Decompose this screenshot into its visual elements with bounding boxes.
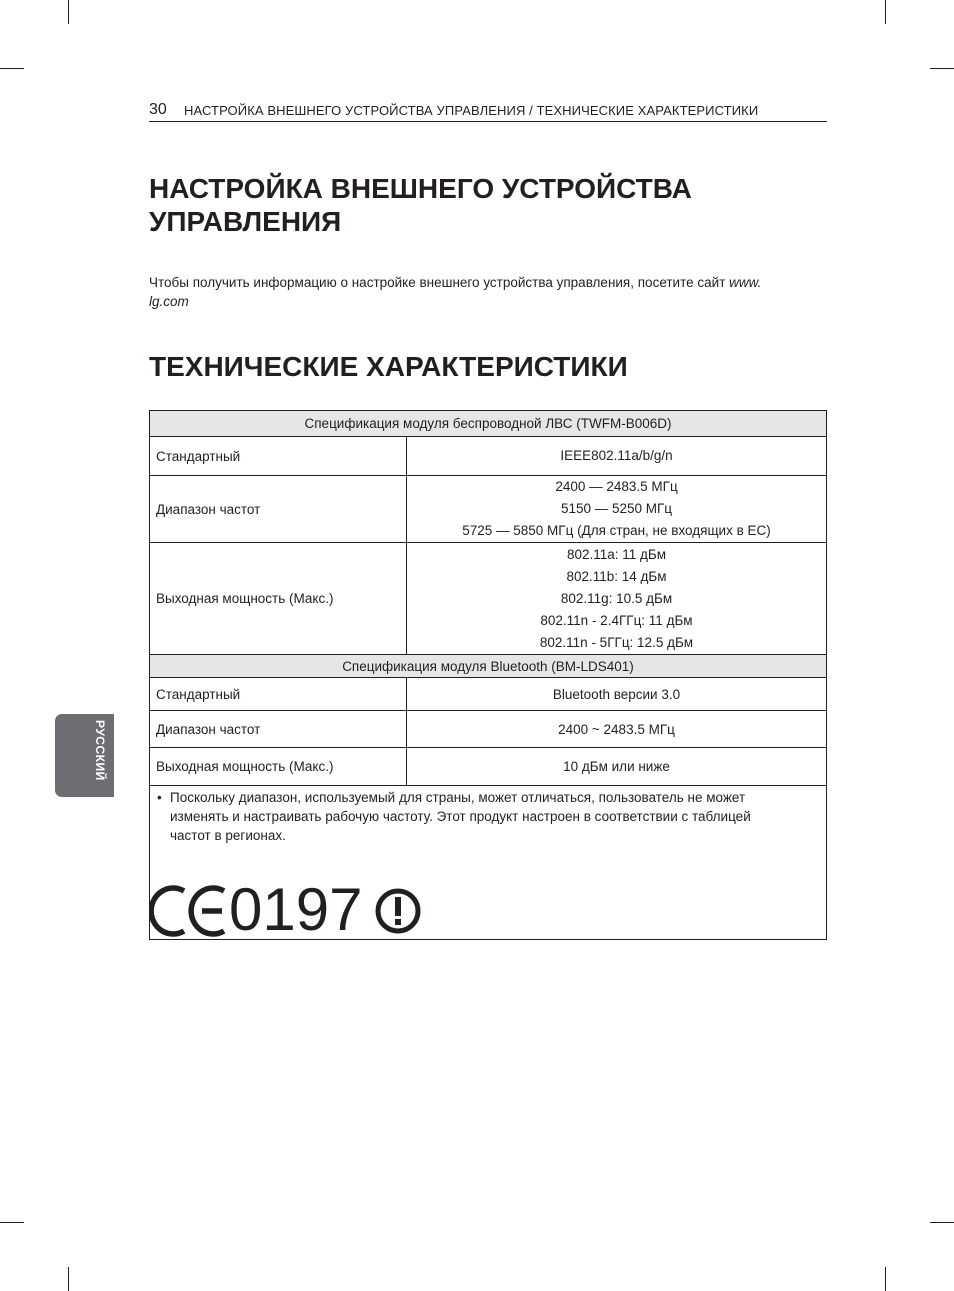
row-value: 10 дБм или ниже	[407, 748, 827, 786]
row-value	[407, 437, 827, 476]
value-line: 802.11n - 5ГГц: 12.5 дБм	[539, 634, 694, 650]
row-value	[407, 476, 827, 543]
table-row	[150, 543, 827, 655]
value-line: 802.11n - 2.4ГГц: 11 дБм	[540, 612, 693, 628]
value-line: 802.11g: 10.5 дБм	[560, 590, 673, 606]
page-header	[149, 100, 827, 122]
crop-mark	[0, 1222, 24, 1223]
table-row	[150, 786, 827, 940]
section-title-specs: ТЕХНИЧЕСКИЕ ХАРАКТЕРИСТИКИ	[149, 351, 628, 382]
ce-mark	[150, 845, 450, 939]
section-title-line: УПРАВЛЕНИЯ	[149, 206, 342, 237]
page-number: 30	[149, 101, 167, 118]
crop-mark	[0, 68, 24, 69]
value-line: 2400 — 2483.5 МГц	[555, 479, 678, 494]
row-label: Выходная мощность (Макс.)	[150, 748, 407, 786]
value-line: 5150 — 5250 МГц	[560, 501, 673, 516]
alert-icon	[378, 891, 418, 931]
table-row	[150, 711, 827, 748]
crop-mark	[68, 1267, 69, 1291]
row-value: 2400 ~ 2483.5 МГц	[407, 711, 827, 748]
intro-text: Чтобы получить информацию о настройке внешнего устройства управления, посетите сайт	[149, 275, 730, 290]
table-row	[150, 437, 827, 476]
language-tab	[55, 714, 114, 797]
value-line: 5725 — 5850 МГц (Для стран, не входящих в ЕС)	[462, 523, 771, 538]
row-label: Стандартный	[150, 437, 407, 476]
value-line: 802.11b: 14 дБм	[566, 568, 667, 584]
table-row	[150, 655, 827, 678]
value-line: 802.11a: 11 дБм	[566, 546, 667, 562]
wlan-spec-header: Спецификация модуля беспроводной ЛВС (TWFM-B006D)	[150, 411, 827, 437]
table-row	[150, 748, 827, 786]
crop-mark	[885, 0, 886, 24]
row-label: Диапазон частот	[150, 476, 407, 543]
crop-mark	[930, 1222, 954, 1223]
row-label: Диапазон частот	[150, 711, 407, 748]
spec-table	[149, 410, 827, 940]
note-text: Поскольку диапазон, используемый для страны, может отличаться, пользователь не может изменять и настраивать рабочую частоту. Этот продукт настроен в соответствии с таблицей частот в регионах.	[170, 790, 751, 843]
running-title: НАСТРОЙКА ВНЕШНЕГО УСТРОЙСТВА УПРАВЛЕНИЯ / ТЕХНИЧЕСКИЕ ХАРАКТЕРИСТИКИ	[184, 103, 759, 118]
crop-mark	[930, 68, 954, 69]
table-row	[150, 678, 827, 711]
table-row	[150, 476, 827, 543]
table-row	[150, 411, 827, 437]
intro-paragraph	[149, 273, 809, 311]
row-value: Bluetooth версии 3.0	[407, 678, 827, 711]
section-title-line: НАСТРОЙКА ВНЕШНЕГО УСТРОЙСТВА	[149, 173, 692, 204]
note-cell	[150, 786, 827, 940]
certification-marks	[150, 845, 826, 939]
ce-c-icon	[151, 888, 184, 934]
section-title-setup	[149, 172, 789, 238]
row-value	[407, 543, 827, 655]
value-line: IEEE802.11a/b/g/n	[560, 448, 673, 463]
website-link-part[interactable]: lg.com	[149, 294, 189, 309]
crop-mark	[68, 0, 69, 24]
row-label: Стандартный	[150, 678, 407, 711]
website-link-part[interactable]: www.	[729, 275, 762, 290]
language-tab-label: РУССКИЙ	[93, 720, 107, 781]
row-label: Выходная мощность (Макс.)	[150, 543, 407, 655]
bullet: •	[157, 790, 162, 805]
notified-body-number: 0197	[229, 876, 363, 939]
note	[150, 786, 826, 845]
crop-mark	[885, 1267, 886, 1291]
bt-spec-header: Спецификация модуля Bluetooth (BM-LDS401)	[150, 655, 827, 678]
